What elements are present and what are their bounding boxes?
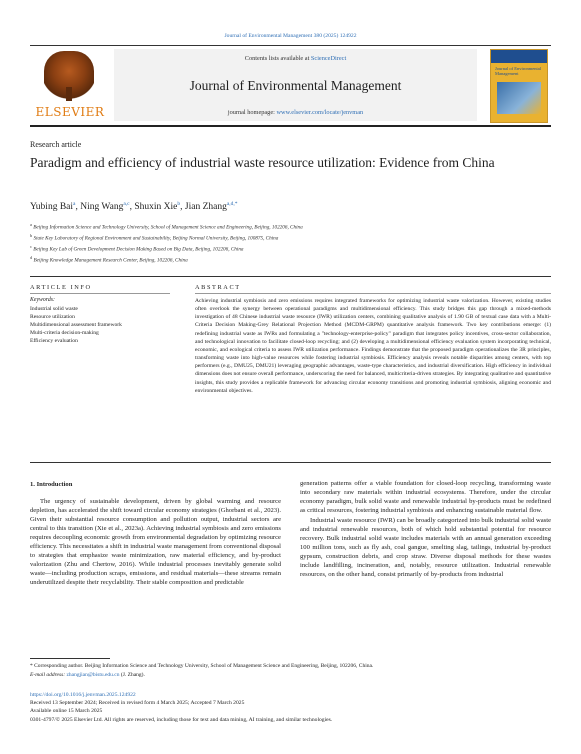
footnote-rule [30,658,110,659]
author-name[interactable]: Yubing Bai [30,202,74,213]
affiliation-key: a [30,222,32,227]
body-paragraph: The urgency of sustainable development, driven by global warming and resource depletion, has accelerated the shift toward circular economy strategies (Ghorbani et al., 2023). Given their substantial resource consumption and pollution output, industrial sectors are central to this transition (Xie et al., 2023a). Achieving industrial symbiosis and zero emissions requires decoupling economic growth from environmental degradation by optimizing resource efficiency. This necessitates a shift in industrial waste management from conventional disposal to strategies that emphasize waste minimization, raw material efficiency, and by-product valorization (Zhu and Chertow, 2016). While industrial processes inevitably generate solid waste—including production scraps, emissions, and residual materials—these streams remain underutilized despite their recyclability. Their stable composition and predictable [30,498,281,587]
email-suffix: (J. Zhang). [119,671,145,678]
keywords-label: Keywords: [30,297,55,303]
homepage-prefix: journal homepage: [227,109,277,116]
journal-homepage-link[interactable]: www.elsevier.com/locate/jenvman [276,109,364,116]
affiliation-text: State Key Laboratory of Regional Environment and Sustainability, Beijing Normal University, Beijing, 100875, China [33,235,279,242]
affiliations [30,221,551,266]
cover-top-bar [491,50,547,63]
author-name[interactable]: Jian Zhang [184,202,227,213]
affiliation-item [30,254,551,265]
introduction-heading: 1. Introduction [30,481,73,488]
email-label: E-mail address: [30,671,66,678]
author-affiliation-mark[interactable]: a,d,* [226,201,238,207]
section-divider [30,276,551,277]
abstract-heading: ABSTRACT [195,284,241,291]
copyright-notice: 0301-4797/© 2025 Elsevier Ltd. All rights are reserved, including those for text and data mining, AI training, and similar technologies. [30,716,333,723]
elsevier-tree-trunk [66,87,72,101]
received-dates: Received 13 September 2024; Received in revised form 4 March 2025; Accepted 7 March 2025 [30,700,245,707]
keyword-list [30,305,180,345]
affiliation-text: Beijing Information Science and Technology University, School of Management Science and Engineering, Beijing, 102206, China [33,224,303,231]
affiliation-item [30,221,551,232]
sciencedirect-link[interactable]: ScienceDirect [310,55,347,62]
contents-line [114,55,477,62]
journal-title: Journal of Environmental Management [189,78,402,93]
cover-artwork [497,82,541,114]
keyword-item: Resource utilization [30,314,75,320]
affiliation-text: Beijing Knowledge Management Research Center, Beijing, 102206, China [33,258,188,265]
keyword-item: Efficiency evaluation [30,338,78,344]
paper-title: Paradigm and efficiency of industrial waste resource utilization: Evidence from China [30,155,495,170]
abstract-text: Achieving industrial symbiosis and zero emissions requires integrated frameworks for optimizing industrial waste valorization. However, existing studies often overlook the synergy between operational paradigms and multidimensional efficiency. This study bridges this gap through a mixed-methods investigation of 48 Chinese industrial waste resource (IWR) utilization centers, combining qualitative analysis of 1.90 GB of textual case data with a Multi-Criteria Decision Making-Grey Relational Projection Method (MCDM-GRPM) quantitative analysis framework. Two key contributions emerge: (1) redefining industrial waste as IWRs and formulating a "technology-enterprise-policy" paradigm that integrates policy incentives, cross-sector collaboration, and technological innovation to facilitate closed-loop recycling; and (2) developing a multidimensional efficiency evaluation system incorporating technical, economic, and ecological criteria to assess IWR utilization performance. Findings demonstrate that the proposed paradigm operationalizes the 3R principles, transforming waste into high-value resources while fostering industrial symbiosis. Efficiency analysis reveals notable disparities among centers, with top performers (e.g., DMU25, DMU21) leveraging geographic advantages, waste-type characteristics, and industrial diversification. High efficiency in individual dimensions does not ensure overall performance, underscoring the need for balanced, multicriteria-driven strategies. By integrating qualitative and quantitative insights, this study provides a replicable framework for advancing circular economy transitions and promoting industrial symbiosis, aligning economic and environmental objectives. [195,298,552,394]
affiliation-key: c [30,244,32,250]
author-name[interactable]: Shuxin Xie [134,202,178,213]
body-column-left [30,497,281,587]
affiliation-item [30,232,551,243]
author-affiliation-mark[interactable]: a,c [123,201,130,207]
article-type: Research article [30,140,82,149]
doi-link[interactable]: https://doi.org/10.1016/j.jenvman.2025.124922 [30,692,136,698]
author-name[interactable]: Ning Wang [80,202,124,213]
body-paragraph: Industrial waste resource (IWR) can be broadly categorized into bulk industrial solid waste and industrial renewable resources, both of which hold substantial potential for resource recovery. Bulk industrial solid waste includes materials with an annual generation exceeding 100 million tons, such as fly ash, coal gangue, smelting slag, tailings, industrial by-product gypsum, construction debris, and crop straw. Diverse disposal methods for these wastes include landfilling, incineration, and, notably, resource utilization. Industrial renewable resources, on the other hand, consist primarily of by-products from industrial [300,517,551,579]
keyword-item: Multidimensional assessment framework [30,322,122,328]
author-affiliation-mark[interactable]: a [73,201,76,207]
elsevier-logo[interactable] [30,49,110,121]
journal-citation-link[interactable]: Journal of Environmental Management 380 (2025) 124922 [224,33,357,39]
affiliation-key: d [30,255,33,261]
body-column-right [300,479,551,580]
email-line [30,671,551,680]
article-info-rule [30,293,170,294]
affiliation-key: b [30,233,33,239]
article-info-heading: ARTICLE INFO [30,284,92,291]
header-bottom-rule [30,125,551,127]
footnote [30,662,551,679]
journal-cover-image[interactable] [490,49,548,123]
body-paragraph: generation patterns offer a viable foundation for closed-loop recycling, transforming waste into secondary raw materials within industrial ecosystems. Therefore, under the circular economy paradigm, bulk solid waste and renewable industrial by-products must be redefined as critical resources, fostering industrial symbiosis and enhancing sustainable material flow. [300,480,551,515]
contents-prefix: Contents lists available at [244,55,311,62]
corresponding-author-note: * Corresponding author. Beijing Information Science and Technology University, School of Management Science and Engineering, Beijing, 102206, China. [30,663,374,669]
affiliation-item [30,243,551,254]
abstract-end-rule [30,462,551,463]
author-affiliation-mark[interactable]: b [177,201,181,207]
publisher-name: ELSEVIER [35,105,105,119]
publication-info [30,691,551,724]
email-link[interactable]: zhangjian@bistu.edu.cn [66,671,120,678]
abstract-rule [195,293,551,294]
cover-title: Journal of Environmental Management [495,66,541,77]
header-top-rule [30,45,551,46]
affiliation-text: Beijing Key Lab of Green Development Decision Making Based on Big Data, Beijing, 102206, China [33,247,244,254]
keyword-item: Industrial solid waste [30,306,78,312]
keyword-item: Multi-criteria decision-making [30,330,99,336]
author-list: Yubing Bai$^a$, Ning Wang$^{a,c}$, Shuxin Xie$^b$, Jian Zhang$^{a,d,*}$ [30,201,238,213]
homepage-line [114,109,477,116]
available-online: Available online 15 March 2025 [30,708,103,715]
